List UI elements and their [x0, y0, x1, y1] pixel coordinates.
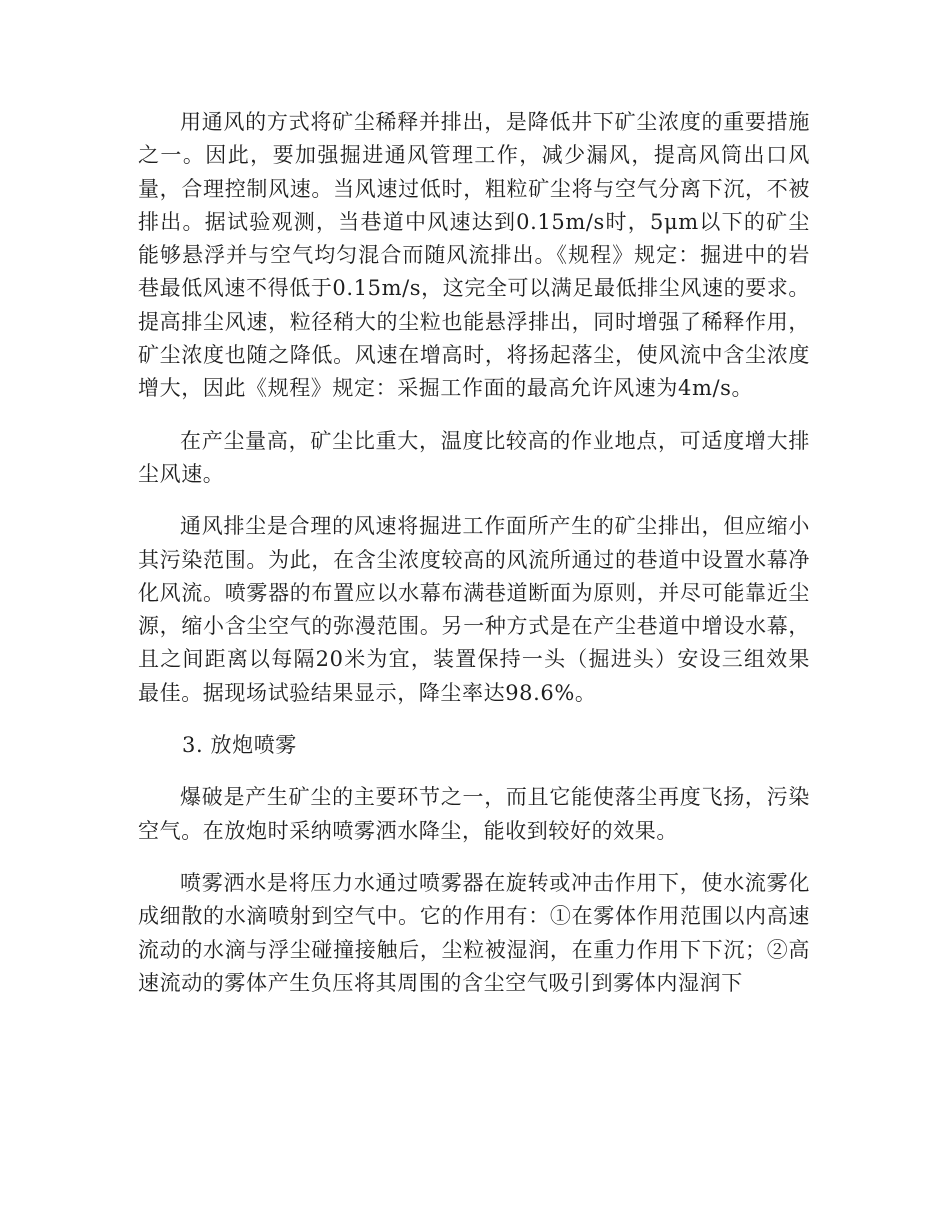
paragraph-spray-water: 喷雾洒水是将压力水通过喷雾器在旋转或冲击作用下，使水流雾化成细散的水滴喷射到空气中。它的作用有：①在雾体作用范围以内高速流动的水滴与浮尘碰撞接触后，尘粒被湿润，在重力作用下下沉；②高速流动的雾体产生负压将其周围的含尘空气吸引到雾体内湿润下 [138, 870, 810, 995]
paragraph-high-dust-areas: 在产尘量高，矿尘比重大，温度比较高的作业地点，可适度增大排尘风速。 [138, 428, 810, 486]
paragraph-water-curtain: 通风排尘是合理的风速将掘进工作面所产生的矿尘排出，但应缩小其污染范围。为此，在含尘浓度较高的风流所通过的巷道中设置水幕净化风流。喷雾器的布置应以水幕布满巷道断面为原则，并尽可能靠近尘源，缩小含尘空气的弥漫范围。另一种方式是在产尘巷道中增设水幕，且之间距离以每隔20米为宜，装置保持一头（掘进头）安设三组效果最佳。据现场试验结果显示，降尘率达98.6%。 [138, 514, 810, 705]
paragraph-blasting: 爆破是产生矿尘的主要环节之一，而且它能使落尘再度飞扬，污染空气。在放炮时采纳喷雾洒水降尘，能收到较好的效果。 [138, 785, 810, 843]
paragraph-ventilation-dust: 用通风的方式将矿尘稀释并排出，是降低井下矿尘浓度的重要措施之一。因此，要加强掘进通风管理工作，减少漏风，提高风筒出口风量，合理控制风速。当风速过低时，粗粒矿尘将与空气分离下沉，不被排出。据试验观测，当巷道中风速达到0.15m/s时，5μm以下的矿尘能够悬浮并与空气均匀混合而随风流排出。《规程》规定：掘进中的岩巷最低风速不得低于0.15m/s，这完全可以满足最低排尘风速的要求。提高排尘风速，粒径稍大的尘粒也能悬浮排出，同时增强了稀释作用，矿尘浓度也随之降低。风速在增高时，将扬起落尘，使风流中含尘浓度增大，因此《规程》规定：采掘工作面的最高允许风速为4m/s。 [138, 110, 810, 401]
document-body [138, 106, 810, 1019]
section-heading-blasting-spray: 3. 放炮喷雾 [182, 733, 297, 758]
